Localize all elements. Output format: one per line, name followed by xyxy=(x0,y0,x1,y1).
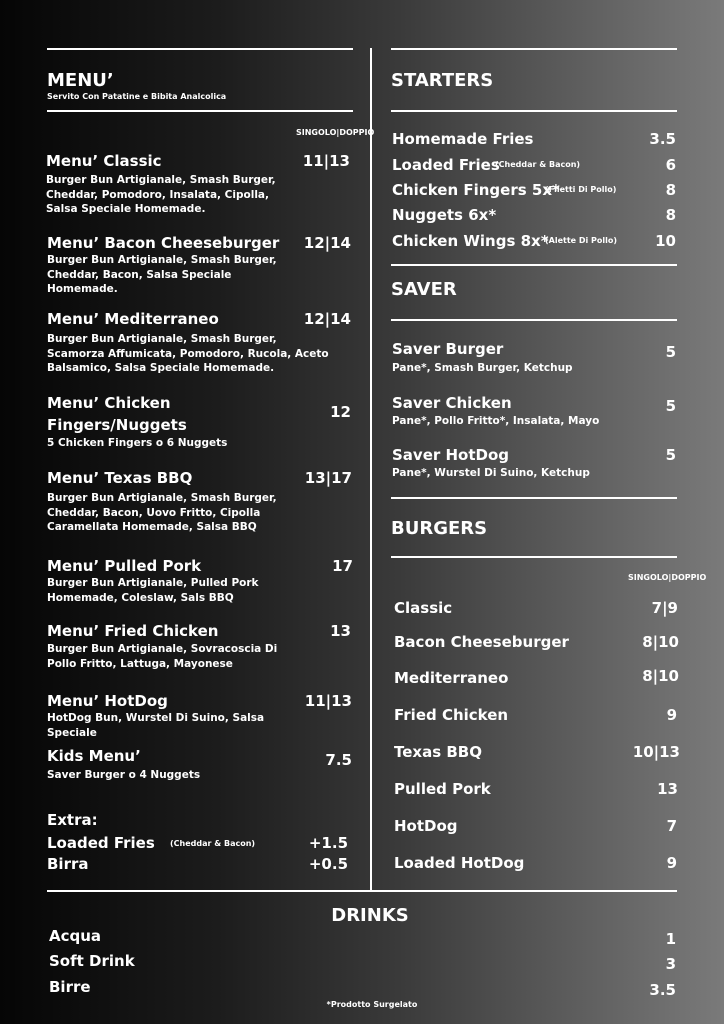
menu-item-price: 11|13 xyxy=(302,152,350,170)
drink-item-name: Soft Drink xyxy=(49,952,135,970)
starter-item-price: 3.5 xyxy=(649,130,676,148)
menu-item-desc: Burger Bun Artigianale, Sovracoscia Di Pollo Fritto, Lattuga, Mayonese xyxy=(47,643,278,670)
starter-item-note: (Filetti Di Pollo) xyxy=(545,185,617,194)
divider xyxy=(47,110,353,112)
saver-item-price: 5 xyxy=(665,446,676,464)
burger-item-name: Texas BBQ xyxy=(394,743,482,761)
burger-item-name: Pulled Pork xyxy=(394,780,491,798)
drink-item-price: 3.5 xyxy=(649,981,676,999)
starter-item-price: 10 xyxy=(655,232,676,250)
divider xyxy=(391,264,677,266)
footnote: *Prodotto Surgelato xyxy=(326,1000,418,1009)
divider xyxy=(391,497,677,499)
menu-item-price: 17 xyxy=(332,557,353,575)
divider xyxy=(391,48,677,50)
menu-item-name: Menu’ Mediterraneo xyxy=(47,310,219,328)
starter-item-note: (Alette Di Pollo) xyxy=(545,236,618,245)
starter-item-name: Chicken Wings 8x* xyxy=(392,232,549,250)
saver-title: SAVER xyxy=(391,279,457,300)
extra-title: Extra: xyxy=(47,811,98,829)
menu-item-price: 12|14 xyxy=(303,234,351,252)
saver-item-price: 5 xyxy=(665,343,676,361)
menu-item-price: 7.5 xyxy=(325,751,352,769)
menu-item-desc: HotDog Bun, Wurstel Di Suino, Salsa Speciale xyxy=(47,712,265,739)
burger-item-price: 7|9 xyxy=(651,599,678,617)
extra-item-price: +1.5 xyxy=(308,834,348,852)
menu-column-header: SINGOLO|DOPPIO xyxy=(296,128,375,137)
saver-item-name: Saver Chicken xyxy=(392,394,512,412)
drink-item-price: 1 xyxy=(665,930,676,948)
burger-item-price: 9 xyxy=(666,706,677,724)
menu-item-name: Menu’ Fried Chicken xyxy=(47,622,219,640)
burger-item-price: 9 xyxy=(666,854,677,872)
menu-item-name: Menu’ Classic xyxy=(46,152,162,170)
divider xyxy=(391,556,677,558)
burger-item-price: 8|10 xyxy=(642,667,679,685)
menu-subtitle: Servito Con Patatine e Bibita Analcolica xyxy=(47,92,227,101)
menu-item-desc: Burger Bun Artigianale, Smash Burger, Cheddar, Pomodoro, Insalata, Cipolla, Salsa Speciale Homemade. xyxy=(46,174,276,215)
extra-item-price: +0.5 xyxy=(308,855,348,873)
menu-item-desc: Burger Bun Artigianale, Smash Burger, Cheddar, Bacon, Uovo Fritto, Cipolla Caramellata Homemade, Salsa BBQ xyxy=(47,492,277,533)
saver-item-name: Saver Burger xyxy=(392,340,504,358)
burger-item-name: Classic xyxy=(394,599,453,617)
starter-item-price: 8 xyxy=(665,181,676,199)
drink-item-name: Acqua xyxy=(49,927,102,945)
divider xyxy=(391,110,677,112)
divider xyxy=(47,890,677,892)
starters-title: STARTERS xyxy=(391,70,494,91)
menu-item-desc: 5 Chicken Fingers o 6 Nuggets xyxy=(47,437,228,449)
burger-item-name: Fried Chicken xyxy=(394,706,509,724)
burger-item-price: 10|13 xyxy=(632,743,680,761)
burger-item-price: 13 xyxy=(657,780,678,798)
burger-item-name: Loaded HotDog xyxy=(394,854,525,872)
burgers-column-header: SINGOLO|DOPPIO xyxy=(628,573,707,582)
drink-item-price: 3 xyxy=(665,955,676,973)
burger-item-name: Bacon Cheeseburger xyxy=(394,633,569,651)
extra-item-note: (Cheddar & Bacon) xyxy=(170,839,256,848)
saver-item-desc: Pane*, Smash Burger, Ketchup xyxy=(392,362,573,374)
menu-item-price: 11|13 xyxy=(304,692,352,710)
drink-item-name: Birre xyxy=(49,978,91,996)
burgers-title: BURGERS xyxy=(391,518,488,539)
saver-item-name: Saver HotDog xyxy=(392,446,510,464)
menu-item-price: 13 xyxy=(330,622,351,640)
burger-item-name: Mediterraneo xyxy=(394,669,509,687)
saver-item-price: 5 xyxy=(665,397,676,415)
column-divider xyxy=(370,48,372,890)
menu-title: MENU’ xyxy=(47,70,114,91)
starter-item-price: 6 xyxy=(665,156,676,174)
starter-item-name: Chicken Fingers 5x* xyxy=(392,181,560,199)
menu-item-desc: Burger Bun Artigianale, Pulled Pork Homemade, Coleslaw, Sals BBQ xyxy=(47,577,259,604)
saver-item-desc: Pane*, Wurstel Di Suino, Ketchup xyxy=(392,467,590,479)
saver-item-desc: Pane*, Pollo Fritto*, Insalata, Mayo xyxy=(392,415,600,427)
menu-item-name: Menu’ Chicken Fingers/Nuggets xyxy=(47,394,187,434)
menu-item-desc: Burger Bun Artigianale, Smash Burger, Cheddar, Bacon, Salsa Speciale Homemade. xyxy=(47,254,277,295)
divider xyxy=(47,48,353,50)
starter-item-price: 8 xyxy=(665,206,676,224)
burger-item-price: 8|10 xyxy=(642,633,679,651)
divider xyxy=(391,319,677,321)
extra-item-name: Loaded Fries xyxy=(47,834,155,852)
menu-item-desc: Saver Burger o 4 Nuggets xyxy=(47,769,201,781)
drinks-title: DRINKS xyxy=(331,905,409,926)
starter-item-name: Nuggets 6x* xyxy=(392,206,497,224)
menu-item-name: Menu’ Texas BBQ xyxy=(47,469,193,487)
menu-item-name: Menu’ HotDog xyxy=(47,692,168,710)
burger-item-name: HotDog xyxy=(394,817,458,835)
menu-item-name: Kids Menu’ xyxy=(47,747,141,765)
burger-item-price: 7 xyxy=(666,817,677,835)
extra-item-name: Birra xyxy=(47,855,89,873)
menu-item-desc: Burger Bun Artigianale, Smash Burger, Scamorza Affumicata, Pomodoro, Rucola, Aceto Balsamico, Salsa Speciale Homemade. xyxy=(47,333,329,374)
starter-item-name: Homemade Fries xyxy=(392,130,534,148)
starter-item-note: (Cheddar & Bacon) xyxy=(495,160,581,169)
menu-item-name: Menu’ Pulled Pork xyxy=(47,557,202,575)
starter-item-name: Loaded Fries xyxy=(392,156,500,174)
menu-item-name: Menu’ Bacon Cheeseburger xyxy=(47,234,280,252)
menu-item-price: 12|14 xyxy=(303,310,351,328)
menu-item-price: 12 xyxy=(330,403,351,421)
menu-item-price: 13|17 xyxy=(304,469,352,487)
